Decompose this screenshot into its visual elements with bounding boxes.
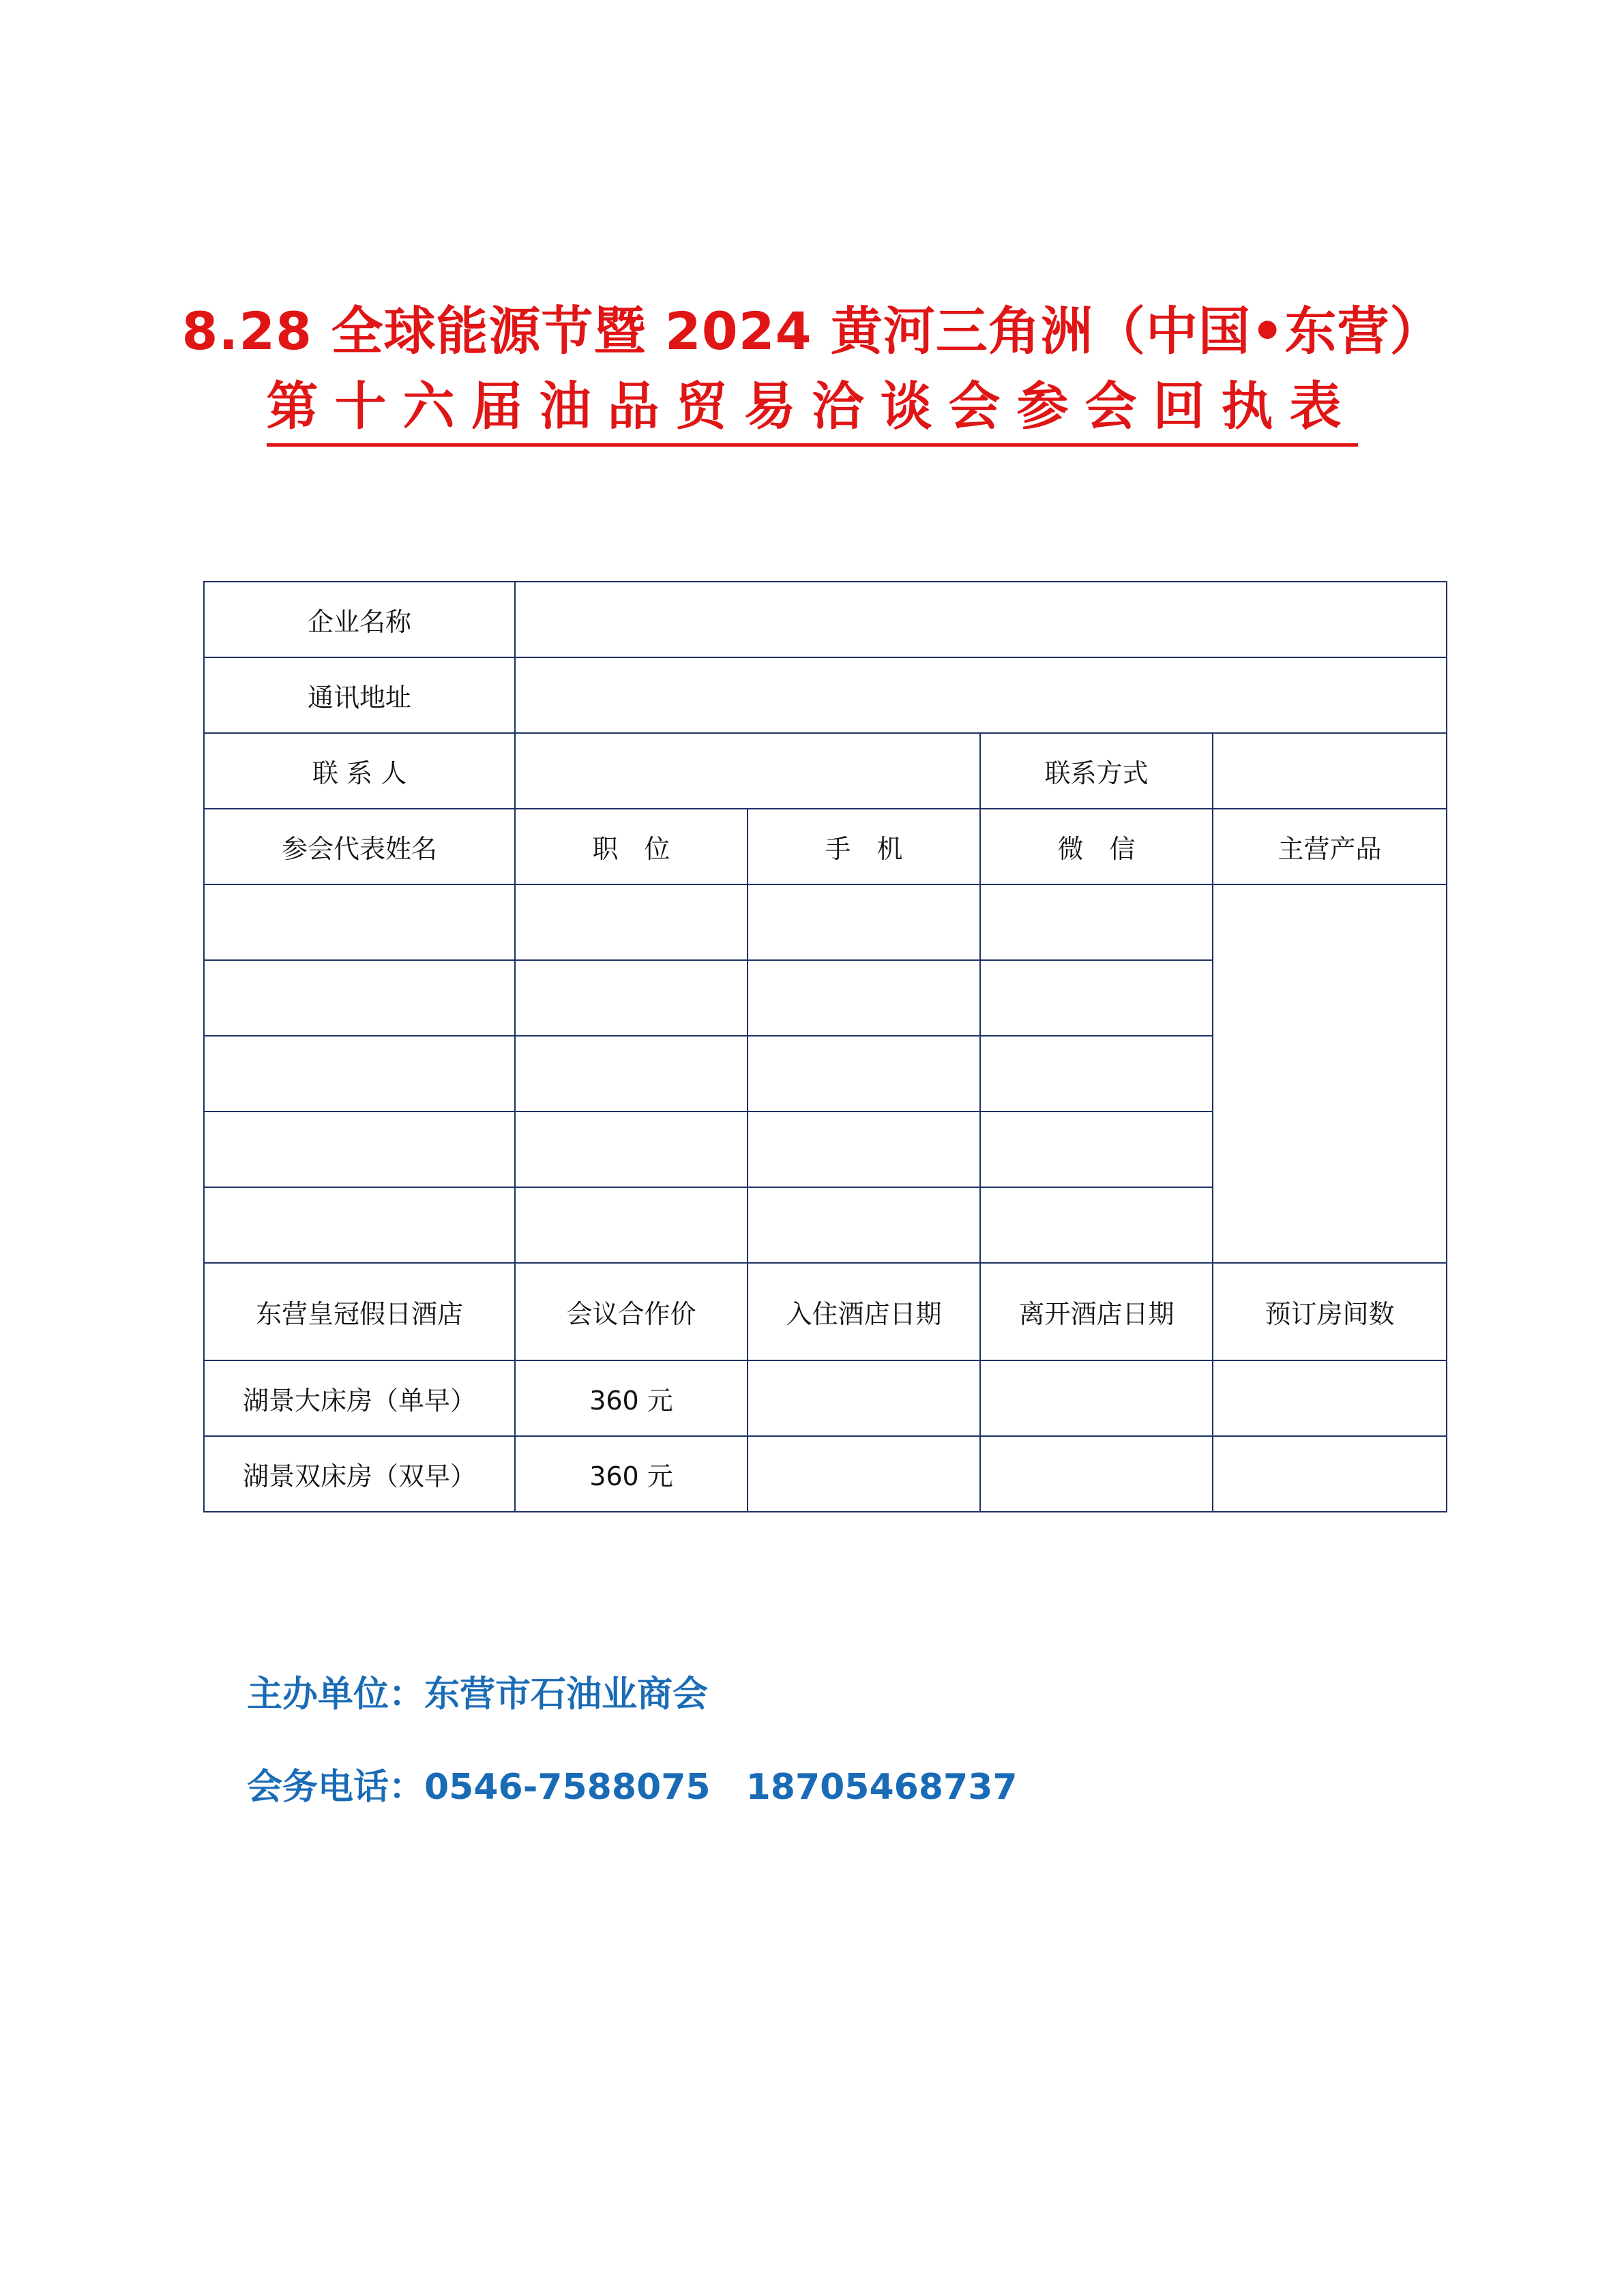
title-line-1: 8.28 全球能源节暨 2024 黄河三角洲（中国•东营） <box>181 301 1443 361</box>
rep-wechat-cell[interactable] <box>980 1112 1213 1187</box>
rep-position-cell[interactable] <box>515 960 748 1036</box>
company-name-row <box>204 582 1447 657</box>
room-price: 360 元 <box>515 1436 748 1512</box>
checkin-date-header: 入住酒店日期 <box>748 1263 980 1360</box>
organizer-text: 主办单位：东营市石油业商会 <box>247 1674 709 1715</box>
room-count-header: 预订房间数 <box>1213 1263 1447 1360</box>
contact-person-label: 联 系 人 <box>204 733 515 809</box>
room-count-field[interactable] <box>1213 1360 1447 1436</box>
rep-name-cell[interactable] <box>204 1187 515 1263</box>
contact-method-field[interactable] <box>1213 733 1447 809</box>
hotel-header-row <box>204 1263 1447 1360</box>
rep-name-cell[interactable] <box>204 884 515 960</box>
room-type-label: 湖景大床房（单早） <box>204 1360 515 1436</box>
rep-name-cell[interactable] <box>204 1036 515 1112</box>
rep-wechat-cell[interactable] <box>980 884 1213 960</box>
checkin-date-field[interactable] <box>748 1360 980 1436</box>
address-label: 通讯地址 <box>204 657 515 733</box>
company-name-label: 企业名称 <box>204 582 515 657</box>
rep-name-cell[interactable] <box>204 960 515 1036</box>
rep-position-cell[interactable] <box>515 1187 748 1263</box>
contact-person-field[interactable] <box>515 733 980 809</box>
rep-wechat-cell[interactable] <box>980 1187 1213 1263</box>
rep-position-cell[interactable] <box>515 884 748 960</box>
rep-wechat-header: 微 信 <box>980 809 1213 884</box>
main-products-field[interactable] <box>1213 884 1447 1263</box>
rep-mobile-cell[interactable] <box>748 1112 980 1187</box>
rep-name-cell[interactable] <box>204 1112 515 1187</box>
meeting-price-header: 会议合作价 <box>515 1263 748 1360</box>
rep-name-header: 参会代表姓名 <box>204 809 515 884</box>
room-count-field[interactable] <box>1213 1436 1447 1512</box>
registration-form-table <box>203 581 1447 1512</box>
rep-mobile-cell[interactable] <box>748 1187 980 1263</box>
table-row <box>204 884 1447 960</box>
rep-wechat-cell[interactable] <box>980 1036 1213 1112</box>
rep-mobile-cell[interactable] <box>748 960 980 1036</box>
rep-position-cell[interactable] <box>515 1112 748 1187</box>
table-row <box>204 1436 1447 1512</box>
table-row <box>204 1360 1447 1436</box>
title-line-2-wrap <box>0 374 1624 447</box>
rep-header-row <box>204 809 1447 884</box>
main-products-header: 主营产品 <box>1213 809 1447 884</box>
checkout-date-field[interactable] <box>980 1436 1213 1512</box>
room-price: 360 元 <box>515 1360 748 1436</box>
checkout-date-field[interactable] <box>980 1360 1213 1436</box>
checkin-date-field[interactable] <box>748 1436 980 1512</box>
rep-mobile-header: 手 机 <box>748 809 980 884</box>
rep-wechat-cell[interactable] <box>980 960 1213 1036</box>
checkout-date-header: 离开酒店日期 <box>980 1263 1213 1360</box>
address-field[interactable] <box>515 657 1447 733</box>
room-type-label: 湖景双床房（双早） <box>204 1436 515 1512</box>
company-name-field[interactable] <box>515 582 1447 657</box>
rep-mobile-cell[interactable] <box>748 1036 980 1112</box>
rep-position-header: 职 位 <box>515 809 748 884</box>
rep-mobile-cell[interactable] <box>748 884 980 960</box>
phone-text: 会务电话：0546-7588075 18705468737 <box>247 1767 1018 1808</box>
rep-position-cell[interactable] <box>515 1036 748 1112</box>
contact-method-label: 联系方式 <box>980 733 1213 809</box>
contact-row <box>204 733 1447 809</box>
title-line-2: 第十六届油品贸易洽谈会参会回执表 <box>267 374 1358 447</box>
hotel-name-header: 东营皇冠假日酒店 <box>204 1263 515 1360</box>
address-row <box>204 657 1447 733</box>
